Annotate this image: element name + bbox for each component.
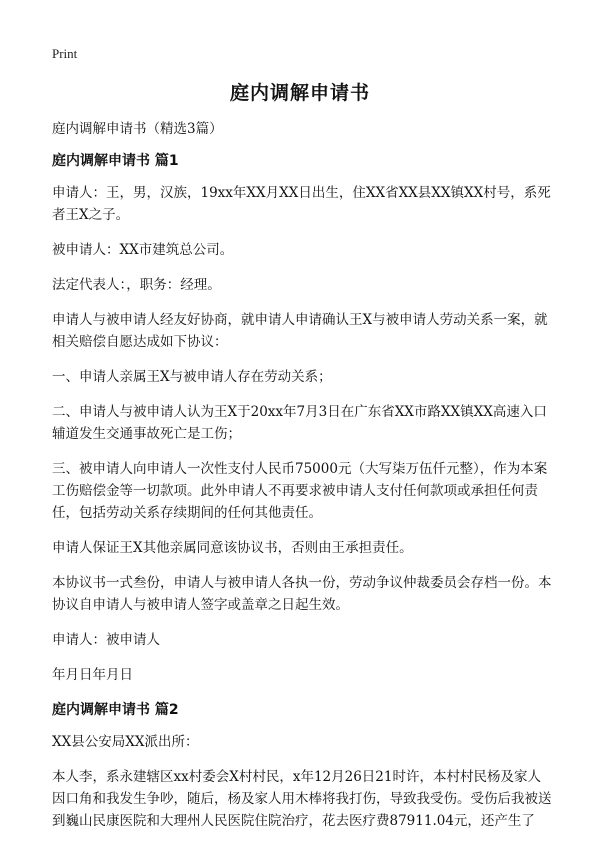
paragraph-applicant: 申请人：王，男，汉族，19xx年XX月XX日出生，住XX省XX县XX镇XX村号，系死者王X之子。 [52, 185, 551, 223]
section-heading-1: 庭内调解申请书 篇1 [52, 153, 179, 169]
paragraph-agreement-intro: 申请人与被申请人经友好协商，就申请人申请确认王X与被申请人劳动关系一案，就相关赔偿自愿达成如下协议： [52, 312, 548, 350]
paragraph-clause-1: 一、申请人亲属王X与被申请人存在劳动关系； [52, 369, 332, 385]
paragraph-copies: 本协议书一式叁份，申请人与被申请人各执一份，劳动争议仲裁委员会存档一份。本协议自申请人与被申请人签字或盖章之日起生效。 [52, 575, 552, 613]
print-link[interactable]: Print [52, 46, 78, 61]
paragraph-statement: 本人李，系永建辖区xx村委会X村村民，x年12月26日21时许，本村村民杨及家人因口角和我发生争吵，随后，杨及家人用木棒将我打伤，导致我受伤。受伤后我被送到巍山民康医院和大理州人民医院住院治疗，花去医疗费87911.04元，还产生了 [52, 769, 552, 829]
paragraph-respondent: 被申请人：XX市建筑总公司。 [52, 242, 234, 258]
document-body [52, 118, 552, 845]
document-subtitle: 庭内调解申请书（精选3篇） [52, 121, 223, 137]
paragraph-dates: 年月日年月日 [52, 667, 133, 683]
paragraph-clause-3: 三、被申请人向申请人一次性支付人民币75000元（大写柒万伍仟元整），作为本案工伤赔偿金等一切款项。此外申请人不再要求被申请人支付任何款项或承担任何责任，包括劳动关系存续期间的任何其他责任。 [52, 461, 548, 521]
section-heading-2: 庭内调解申请书 篇2 [52, 702, 179, 718]
paragraph-clause-2: 二、申请人与被申请人认为王X于20xx年7月3日在广东省XX市路XX镇XX高速入口辅道发生交通事故死亡是工伤； [52, 404, 547, 442]
document-title: 庭内调解申请书 [229, 82, 370, 104]
paragraph-addressee: XX县公安局XX派出所： [52, 734, 199, 750]
paragraph-signatures: 申请人：被申请人 [52, 632, 160, 648]
paragraph-legal-representative: 法定代表人：，职务：经理。 [52, 277, 221, 293]
paragraph-guarantee: 申请人保证王X其他亲属同意该协议书，否则由王承担责任。 [52, 540, 413, 556]
